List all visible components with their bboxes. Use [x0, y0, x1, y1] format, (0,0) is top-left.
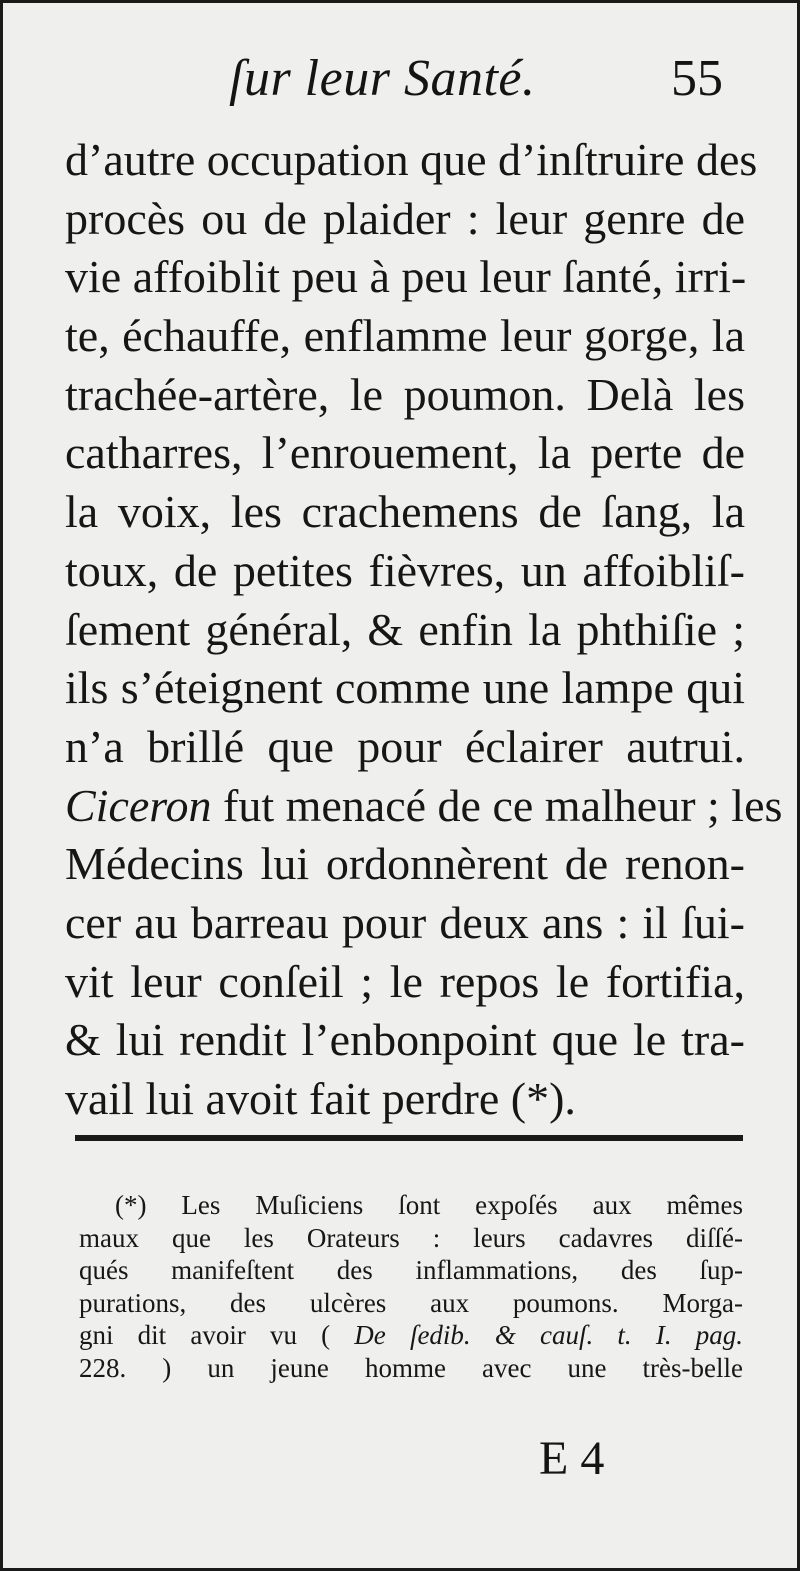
text-line: catharres, l’enrouement, la perte de — [65, 427, 745, 479]
signature-mark: E 4 — [539, 1432, 605, 1485]
text-line: te, échauffe, enflamme leur gorge, la — [65, 310, 745, 362]
footnote-divider — [75, 1135, 743, 1141]
footnote-line — [79, 1319, 743, 1352]
citation: De ſedib. & cauſ. t. I. pag. — [354, 1320, 743, 1351]
footnote-line: purations, des ulcères aux poumons. Morga- — [79, 1287, 743, 1318]
footnote-line: maux que les Orateurs : leurs cadavres diſſé- — [79, 1222, 743, 1253]
text-segment: fut menacé de ce malheur ; les — [211, 779, 783, 831]
text-line: procès ou de plaider : leur genre de — [65, 192, 745, 244]
text-line: n’a brillé que pour éclairer autrui. — [65, 720, 745, 772]
text-line: ils s’éteignent comme une lampe qui — [65, 662, 745, 714]
text-line: toux, de petites fièvres, un affoibliſ- — [65, 544, 745, 596]
text-line: d’autre occupation que d’inſtruire des — [65, 134, 758, 185]
footnote-line: qués manifeſtent des inflammations, des ſup- — [79, 1255, 743, 1286]
footnote-line: (*) Les Muſiciens ſont expoſés aux mêmes — [115, 1190, 743, 1220]
main-text — [65, 131, 783, 1129]
text-line: cer au barreau pour deux ans : il ſui- — [65, 896, 745, 948]
text-line — [65, 777, 783, 836]
footnote-line: 228. ) un jeune homme avec une très-belle — [79, 1352, 743, 1383]
italic-name: Ciceron — [65, 779, 212, 831]
text-line: vit leur conſeil ; le repos le fortifia, — [65, 955, 745, 1007]
text-line: vail lui avoit fait perdre (*). — [65, 1073, 576, 1124]
footnote — [79, 1189, 743, 1385]
text-line: & lui rendit l’enbonpoint que le tra- — [65, 1014, 745, 1066]
text-line: Médecins lui ordonnèrent de renon- — [65, 838, 745, 890]
text-line: vie affoiblit peu à peu leur ſanté, irri- — [65, 251, 747, 303]
text-line: trachée-artère, le poumon. Delà les — [65, 368, 745, 420]
page-header — [3, 49, 800, 129]
text-line: ſement général, & enfin la phthiſie ; — [65, 603, 745, 655]
text-segment: gni dit avoir vu ( — [79, 1320, 355, 1351]
text-line: la voix, les crachemens de ſang, la — [65, 486, 745, 538]
running-title: ſur leur Santé. — [229, 50, 536, 107]
page-number: 55 — [671, 50, 723, 107]
